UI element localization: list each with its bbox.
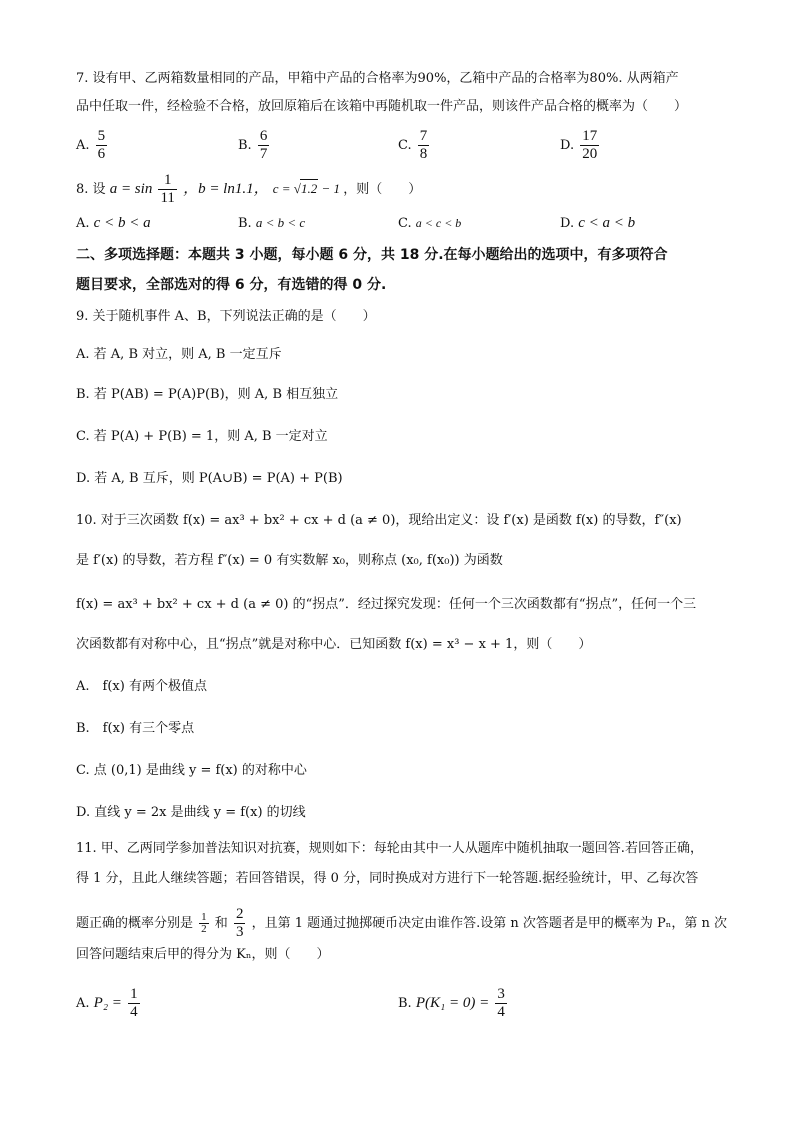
q9-option-b: B. 若 P(AB) = P(A)P(B)，则 A, B 相互独立 (76, 387, 339, 402)
section2-heading-line2: 题目要求，全部选对的得 6 分，有选错的得 0 分. (76, 277, 387, 293)
q8-option-b: B. a < b < c (238, 215, 306, 231)
q11-stem-line4: 回答问题结束后甲的得分为 Kₙ，则（ ） (76, 947, 330, 962)
q8-option-c: C. a < c < b (398, 216, 462, 231)
q11-option-a: A. P₂ = $\frac{1}{4}$ (76, 986, 138, 1020)
q9-option-c: C. 若 P(A) + P(B) = 1，则 A, B 一定对立 (76, 429, 328, 444)
q10-option-c: C. 点 (0,1) 是曲线 y = f(x) 的对称中心 (76, 763, 307, 778)
q9-option-a: A. 若 A, B 对立，则 A, B 一定互斥 (76, 347, 282, 362)
q11-stem-line3: 题正确的概率分别是 $\frac{1}{2}$ 和 $\frac{2}{3}$ ，且第 1 题通过抛掷硬币决定由谁作答.设第 n 次答题者是甲的概率为 Pₙ，第 n 次 (76, 906, 728, 940)
q10-option-b: B. f(x) 有三个零点 (76, 721, 195, 736)
q7-option-d: D. $\frac{17}{20}$ (560, 128, 598, 162)
q11-option-b: B. P(K₁ = 0) = $\frac{3}{4}$ (398, 986, 505, 1020)
q10-stem-line3: f(x) = ax³ + bx² + cx + d (a ≠ 0) 的“拐点”．经过探究发现：任何一个三次函数都有“拐点”，任何一个三 (76, 597, 697, 612)
q8-stem: 8. 设 a = sin $\frac{1}{11}$ ，b = ln1.1， c = √1.2 − 1 ，则（ ） (76, 172, 422, 206)
q10-stem-line4: 次函数都有对称中心，且“拐点”就是对称中心．已知函数 f(x) = x³ − x + 1，则（ ） (76, 637, 592, 652)
q10-stem-line2: 是 f′(x) 的导数，若方程 f″(x) = 0 有实数解 x₀，则称点 (x₀, f(x₀)) 为函数 (76, 553, 503, 568)
q8-option-d: D. c < a < b (560, 215, 636, 231)
q10-stem-line1: 10. 对于三次函数 f(x) = ax³ + bx² + cx + d (a ≠ 0)，现给出定义：设 f′(x) 是函数 f(x) 的导数，f″(x) (76, 513, 682, 528)
section2-heading-line1: 二、多项选择题：本题共 3 小题，每小题 6 分，共 18 分.在每小题给出的选项中，有多项符合 (76, 247, 668, 263)
q10-option-d: D. 直线 y = 2x 是曲线 y = f(x) 的切线 (76, 805, 306, 820)
q10-option-a: A. f(x) 有两个极值点 (76, 679, 207, 694)
q9-stem: 9. 关于随机事件 A、B，下列说法正确的是（ ） (76, 309, 376, 324)
q7-option-a: A. $\frac{5}{6}$ (76, 128, 106, 162)
q7-stem-line1: 7. 设有甲、乙两箱数量相同的产品，甲箱中产品的合格率为90%，乙箱中产品的合格率为80%. 从两箱产 (76, 71, 679, 86)
q9-option-d: D. 若 A, B 互斥，则 P(A∪B) = P(A) + P(B) (76, 471, 343, 486)
q11-stem-line1: 11. 甲、乙两同学参加普法知识对抗赛，规则如下：每轮由其中一人从题库中随机抽取一题回答.若回答正确， (76, 841, 703, 856)
q7-stem-line2: 品中任取一件，经检验不合格，放回原箱后在该箱中再随机取一件产品，则该件产品合格的概率为（ ） (76, 99, 688, 114)
q7-option-c: C. $\frac{7}{8}$ (398, 128, 428, 162)
q11-stem-line2: 得 1 分，且此人继续答题；若回答错误，得 0 分，同时换成对方进行下一轮答题.据经验统计，甲、乙每次答 (76, 871, 699, 886)
q8-option-a: A. c < b < a (76, 215, 151, 231)
q7-option-b: B. $\frac{6}{7}$ (238, 128, 268, 162)
